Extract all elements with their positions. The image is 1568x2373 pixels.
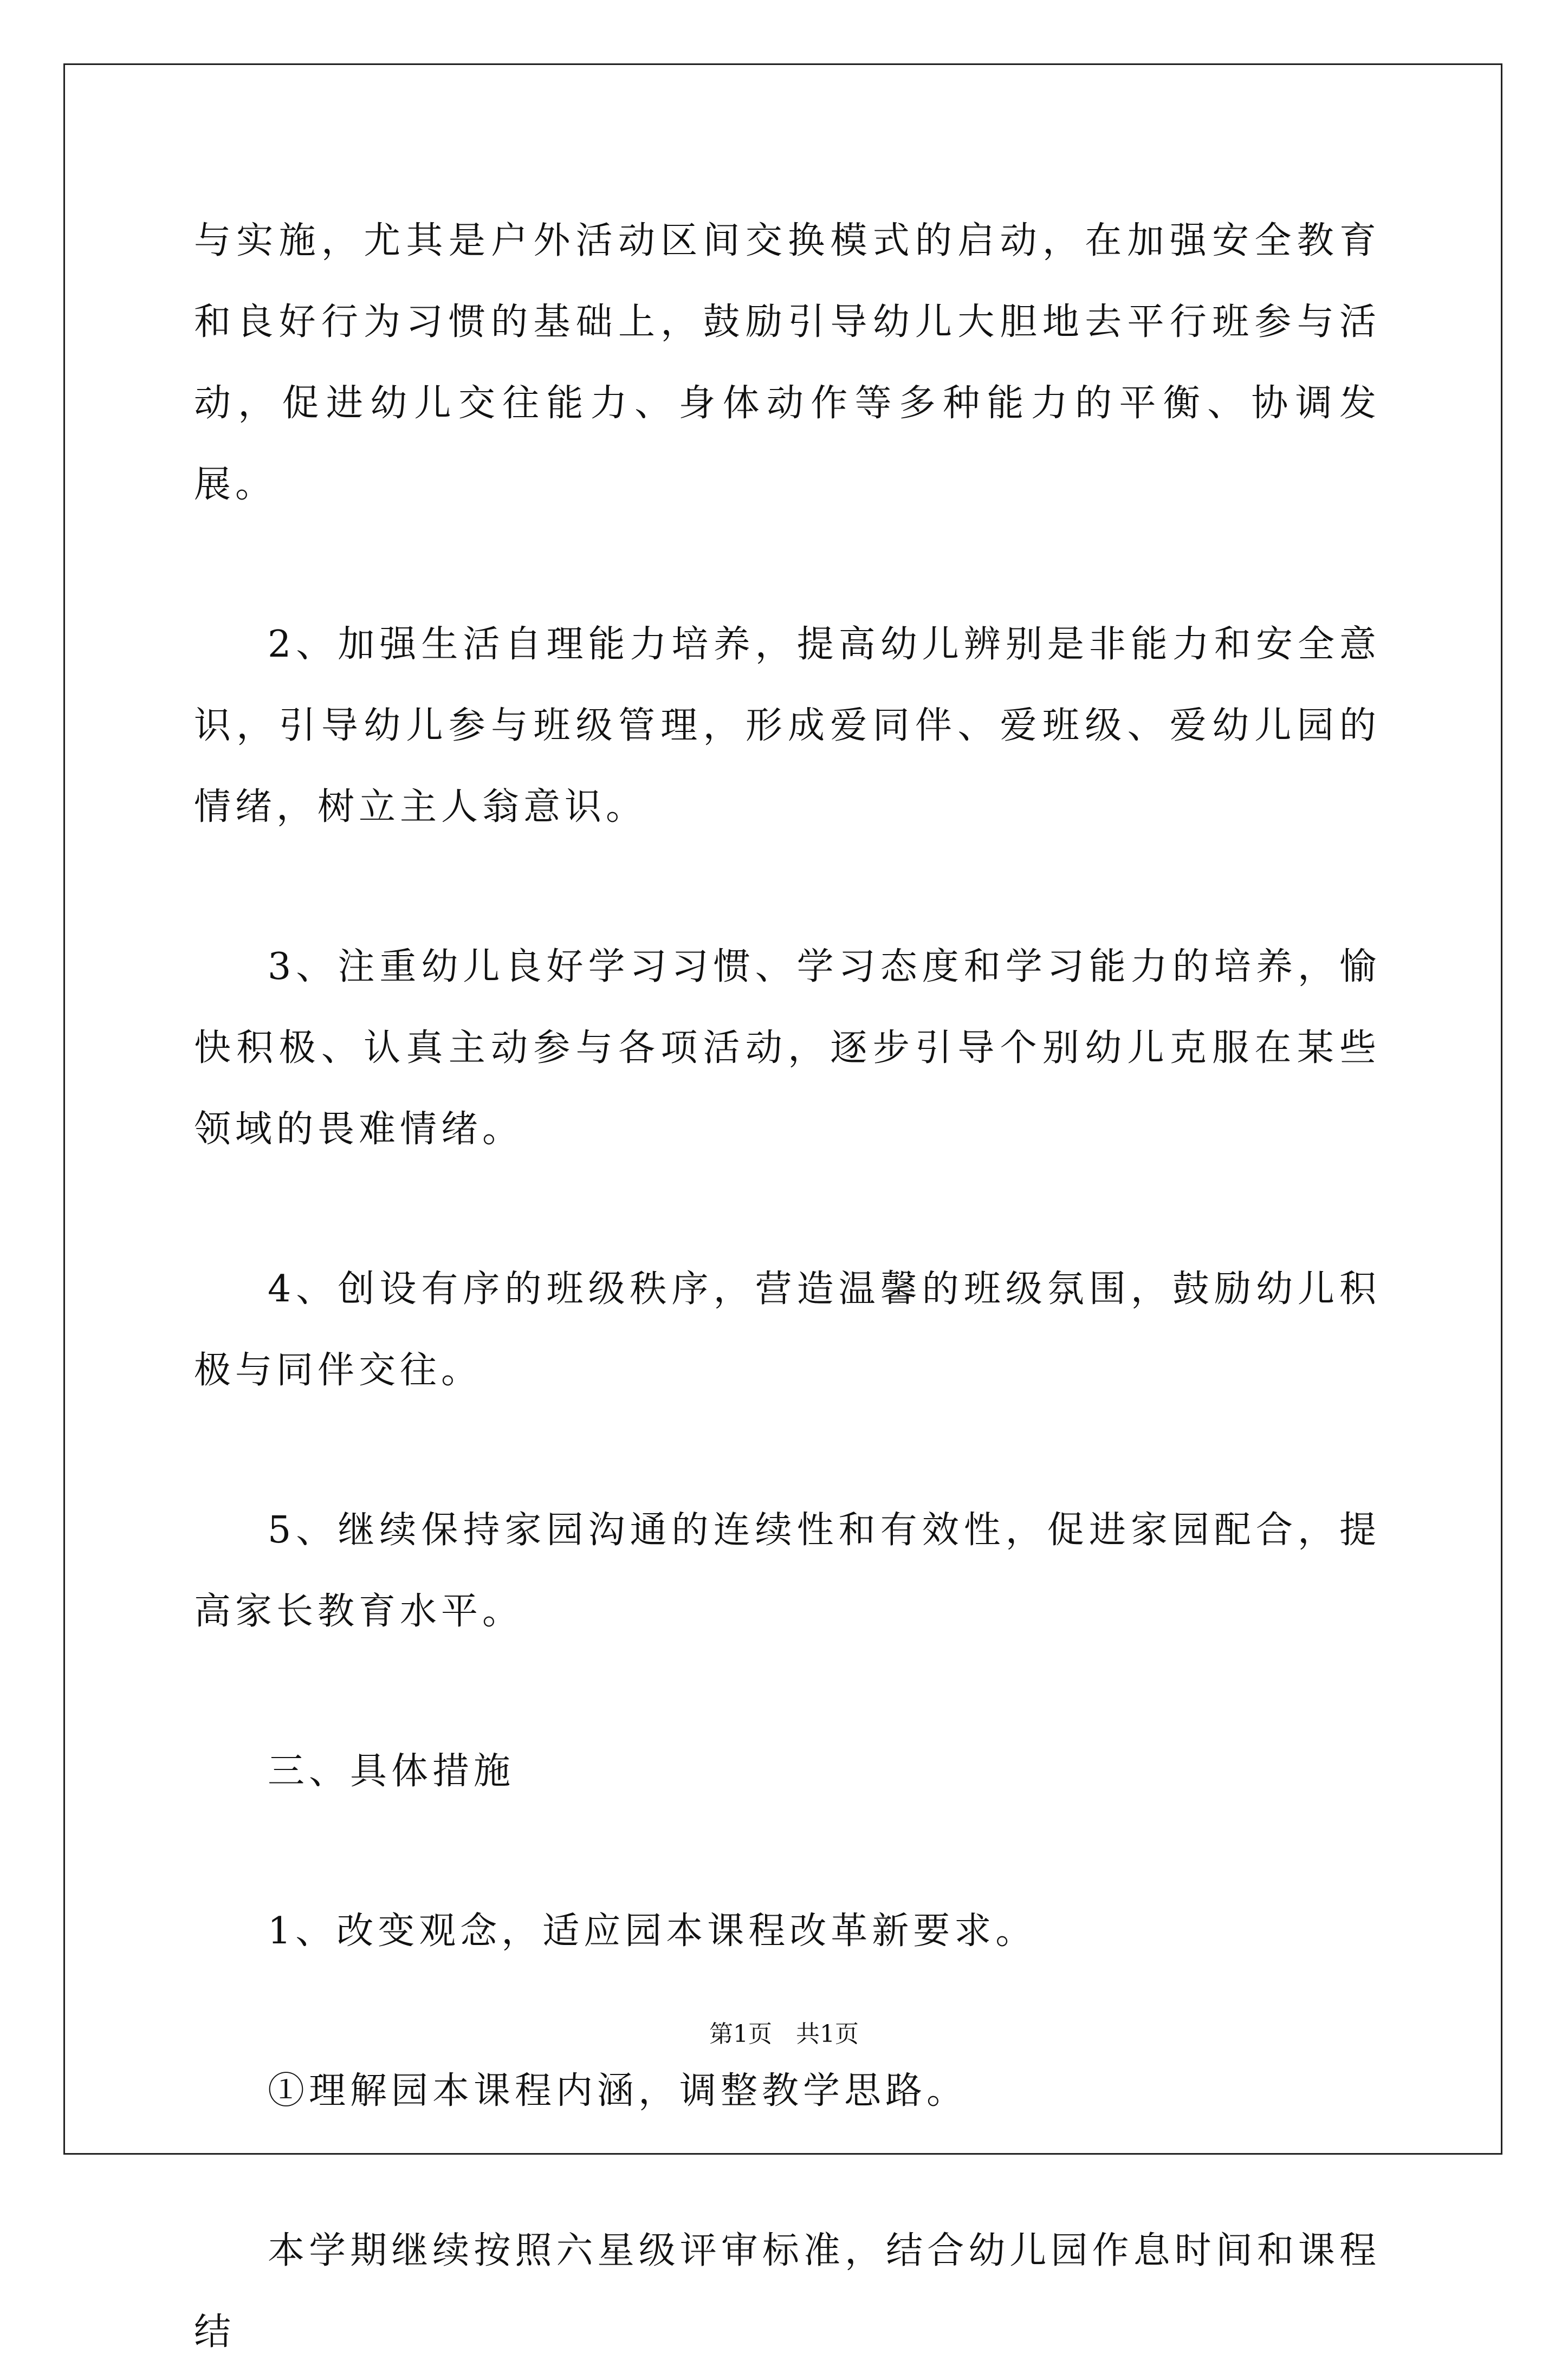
paragraph-continuation: 与实施，尤其是户外活动区间交换模式的启动，在加强安全教育和良好行为习惯的基础上，鼓励引导幼儿大胆地去平行班参与活动，促进幼儿交往能力、身体动作等多种能力的平衡、协调发展。 [194,219,1381,506]
paragraph-item-3: 3、注重幼儿良好学习习惯、学习态度和学习能力的培养，愉快积极、认真主动参与各项活动，逐步引导个别幼儿克服在某些领域的畏难情绪。 [194,945,1381,1151]
paragraph-item-2: 2、加强生活自理能力培养，提高幼儿辨别是非能力和安全意识，引导幼儿参与班级管理，形成爱同伴、爱班级、爱幼儿园的情绪，树立主人翁意识。 [194,623,1381,828]
measure-item-1: 1、改变观念，适应园本课程改革新要求。 [268,1910,1037,1953]
sub-item-1: ①理解园本课程内涵，调整教学思路。 [268,2070,968,2112]
paragraph-body: 本学期继续按照六星级评审标准，结合幼儿园作息时间和课程结 [194,2229,1381,2353]
page-footer: 第1页 共1页 [709,2020,859,2048]
paragraph-item-5: 5、继续保持家园沟通的连续性和有效性，促进家园配合，提高家长教育水平。 [194,1509,1381,1633]
paragraph-item-4: 4、创设有序的班级秩序，营造温馨的班级氛围，鼓励幼儿积极与同伴交往。 [194,1268,1381,1392]
section-heading: 三、具体措施 [268,1750,515,1793]
